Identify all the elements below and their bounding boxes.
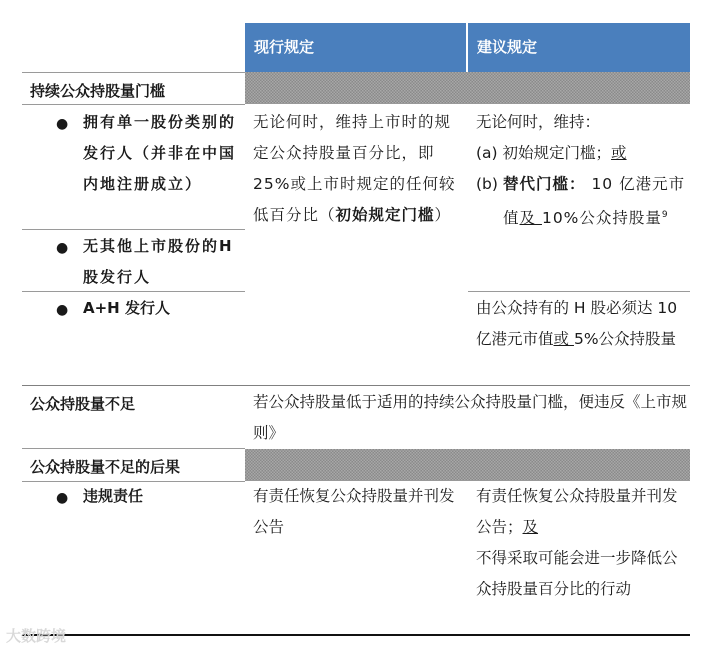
liability-label: 违规责任 xyxy=(83,487,144,505)
proposed-rule-a: (a) 初始规定门槛；或 xyxy=(476,144,627,162)
ah-rule-text: 由公众持有的 H 股必须达 10 亿港元市值或 5%公众持股量 xyxy=(476,299,678,348)
section-title-threshold: 持续公众持股量门槛 xyxy=(30,82,166,100)
proposed-rule-intro: 无论何时，维持： xyxy=(476,113,601,131)
liability-current: 有责任恢复公众持股量并刊发公告 xyxy=(253,487,455,536)
proposed-rule-b: 替代门槛： 10 亿港元市值及 10%公众持股量$^9$ xyxy=(503,175,686,228)
table-bottom-rule xyxy=(22,634,690,636)
shortfall-text: 若公众持股量低于适用的持续公众持股量门槛，便违反《上市规则》 xyxy=(253,393,688,442)
column-header-current: 现行规定 xyxy=(245,23,466,72)
bullet-icon: ● xyxy=(56,490,69,506)
row-divider xyxy=(22,291,245,292)
threshold-item-1: 拥有单一股份类别的发行人（并非在中国内地注册成立） xyxy=(83,113,237,193)
proposed-rule-b-prefix: (b) xyxy=(476,175,498,193)
row-divider xyxy=(22,104,245,105)
row-divider xyxy=(22,229,245,230)
shaded-band xyxy=(245,72,690,104)
threshold-item-2: 无其他上市股份的H股发行人 xyxy=(83,237,234,286)
section-title-consequence: 公众持股量不足的后果 xyxy=(30,458,181,476)
threshold-item-3: A+H 发行人 xyxy=(83,299,170,317)
row-divider xyxy=(22,448,245,449)
section-title-shortfall: 公众持股量不足 xyxy=(30,395,136,413)
column-header-proposed: 建议规定 xyxy=(468,23,690,72)
shaded-band xyxy=(245,449,690,481)
footnote-marker: 9 xyxy=(661,210,669,220)
current-rule-text: 无论何时，维持上市时的规定公众持股量百分比，即 25%或上市时规定的任何较低百分比（初始规定门槛） xyxy=(253,113,456,224)
bullet-icon: ● xyxy=(56,240,69,256)
row-divider xyxy=(22,72,245,73)
watermark: 大数跨境 xyxy=(6,627,67,645)
row-divider xyxy=(468,291,690,292)
liability-proposed: 有责任恢复公众持股量并刊发公告；及 不得采取可能会进一步降低公众持股量百分比的行动 xyxy=(476,487,678,598)
row-divider xyxy=(22,385,690,386)
bullet-icon: ● xyxy=(56,302,69,318)
bullet-icon: ● xyxy=(56,116,69,132)
